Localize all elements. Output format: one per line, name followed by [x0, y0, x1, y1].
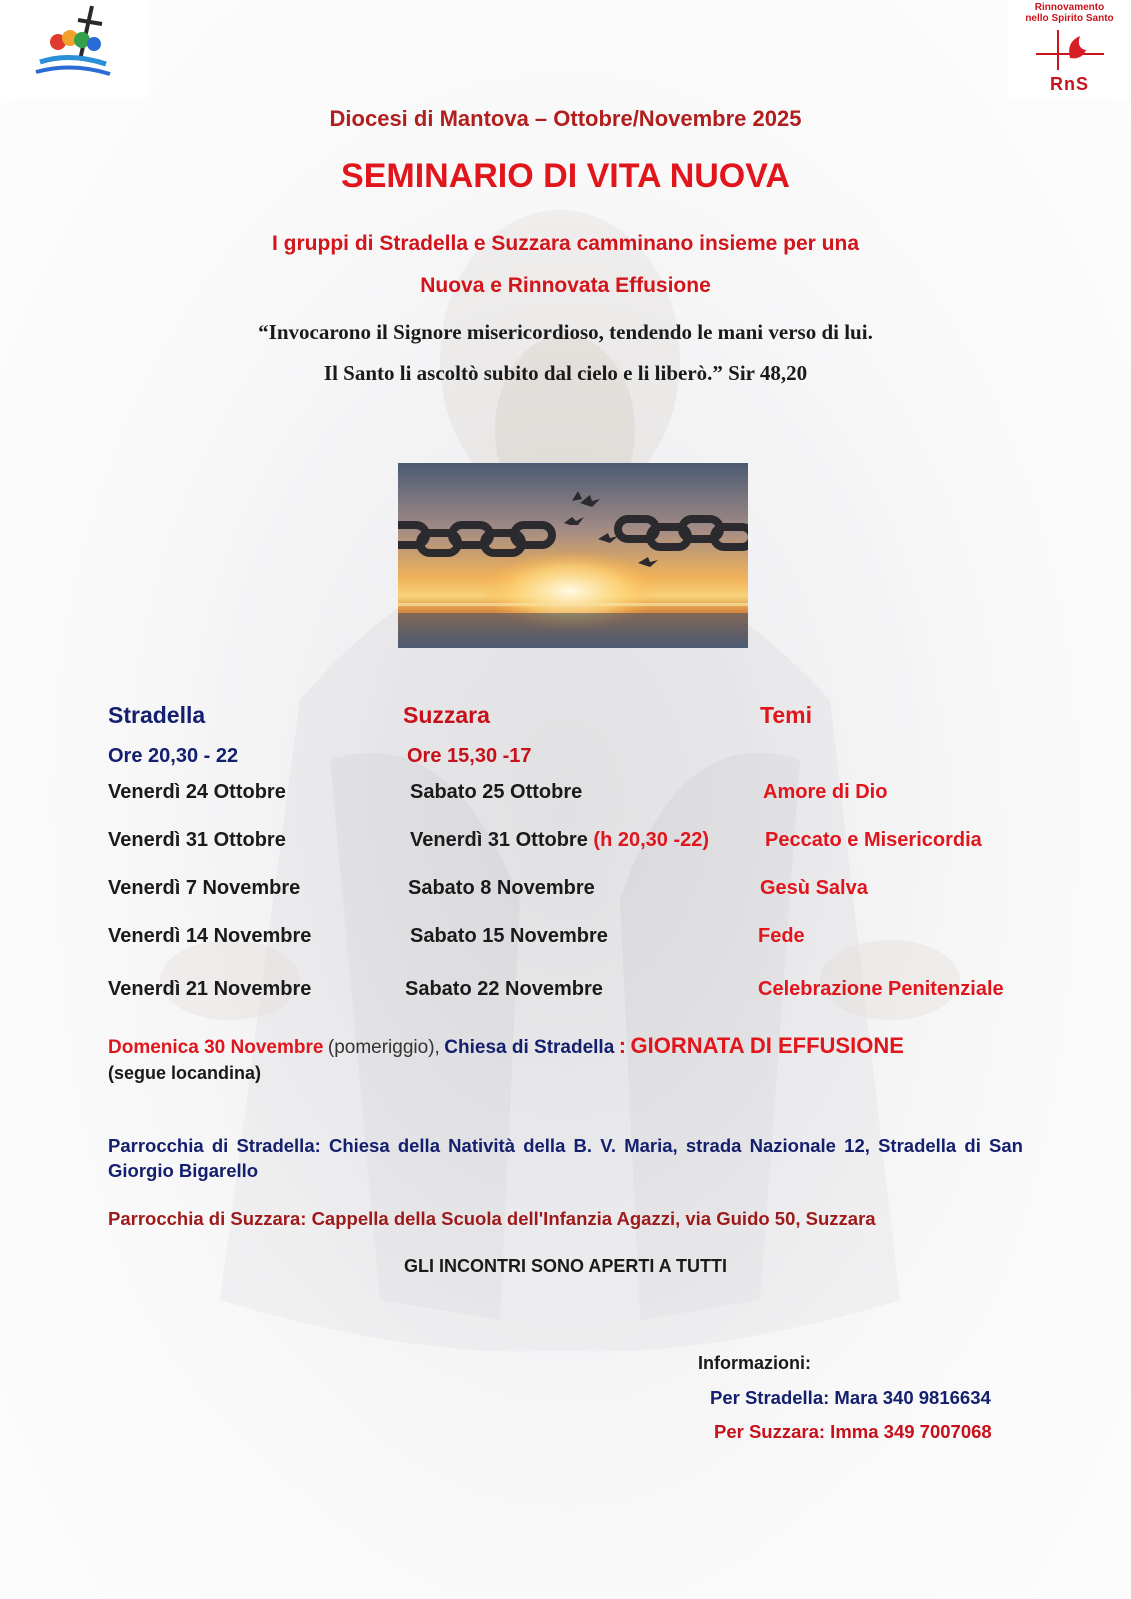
col-header-suzzara: Suzzara [403, 702, 490, 728]
jubilee-2025-logo-icon [0, 0, 148, 98]
col-header-temi: Temi [760, 702, 812, 728]
rns-logo-icon [1026, 28, 1114, 72]
effusion-when: (pomeriggio), [327, 1037, 440, 1058]
effusion-line [108, 1033, 904, 1059]
row1-stradella: Venerdì 24 Ottobre [108, 781, 286, 803]
row4-tema: Fede [758, 925, 805, 947]
rns-line1: Rinnovamento [1034, 2, 1105, 13]
row3-stradella: Venerdì 7 Novembre [108, 877, 301, 899]
jubilee-logo [0, 0, 148, 98]
effusion-sep: : [618, 1033, 627, 1058]
row5-tema: Celebrazione Penitenziale [758, 978, 1004, 1000]
effusion-event: GIORNATA DI EFFUSIONE [630, 1033, 904, 1058]
subtitle-line1: I gruppi di Stradella e Suzzara camminano insieme per una [272, 232, 859, 255]
broken-chain-sunset-image [398, 463, 748, 648]
subtitle-line2: Nuova e Rinnovata Effusione [420, 274, 711, 297]
info-suzzara: Per Suzzara: Imma 349 7007068 [714, 1421, 992, 1442]
effusion-date: Domenica 30 Novembre [108, 1037, 324, 1058]
time-suzzara: Ore 15,30 -17 [407, 745, 532, 767]
page-title: SEMINARIO DI VITA NUOVA [341, 157, 790, 195]
col-header-stradella: Stradella [108, 702, 206, 728]
info-stradella: Per Stradella: Mara 340 9816634 [710, 1387, 991, 1408]
row3-tema: Gesù Salva [760, 877, 868, 899]
row4-suzzara: Sabato 15 Novembre [410, 925, 608, 947]
row2-suzzara-cell [410, 829, 709, 852]
row4-stradella: Venerdì 14 Novembre [108, 925, 312, 947]
rns-line2: nello Spirito Santo [1025, 13, 1114, 24]
effusion-place: Chiesa di Stradella [444, 1037, 615, 1058]
row1-suzzara: Sabato 25 Ottobre [410, 781, 583, 803]
row2-suzzara-note: (h 20,30 -22) [593, 829, 710, 851]
quote-line2: Il Santo li ascoltò subito dal cielo e li liberò.” Sir 48,20 [323, 361, 808, 385]
rns-word: RnS [1050, 74, 1089, 94]
row5-suzzara: Sabato 22 Novembre [405, 978, 603, 1000]
diocese-heading: Diocesi di Mantova – Ottobre/Novembre 2025 [329, 106, 802, 131]
rns-logo [1008, 0, 1131, 98]
location-suzzara: Parrocchia di Suzzara: Cappella della Scuola dell'Infanzia Agazzi, via Guido 50, Suzzara [108, 1208, 876, 1229]
row2-stradella: Venerdì 31 Ottobre [108, 829, 286, 851]
quote-line1: “Invocarono il Signore misericordioso, tendendo le mani verso di lui. [258, 320, 873, 344]
row5-stradella: Venerdì 21 Novembre [108, 978, 312, 1000]
row2-tema: Peccato e Misericordia [765, 829, 982, 851]
open-note: GLI INCONTRI SONO APERTI A TUTTI [404, 1256, 727, 1276]
time-stradella: Ore 20,30 - 22 [108, 745, 239, 767]
effusion-note: (segue locandina) [108, 1063, 262, 1083]
row2-suzzara: Venerdì 31 Ottobre [410, 829, 588, 851]
row1-tema: Amore di Dio [763, 781, 888, 803]
row3-suzzara: Sabato 8 Novembre [408, 877, 595, 899]
info-label: Informazioni: [698, 1353, 811, 1373]
location-stradella: Parrocchia di Stradella: Chiesa della Natività della B. V. Maria, strada Nazionale 12, Stradella di San Giorgio Bigarello [108, 1135, 1023, 1181]
